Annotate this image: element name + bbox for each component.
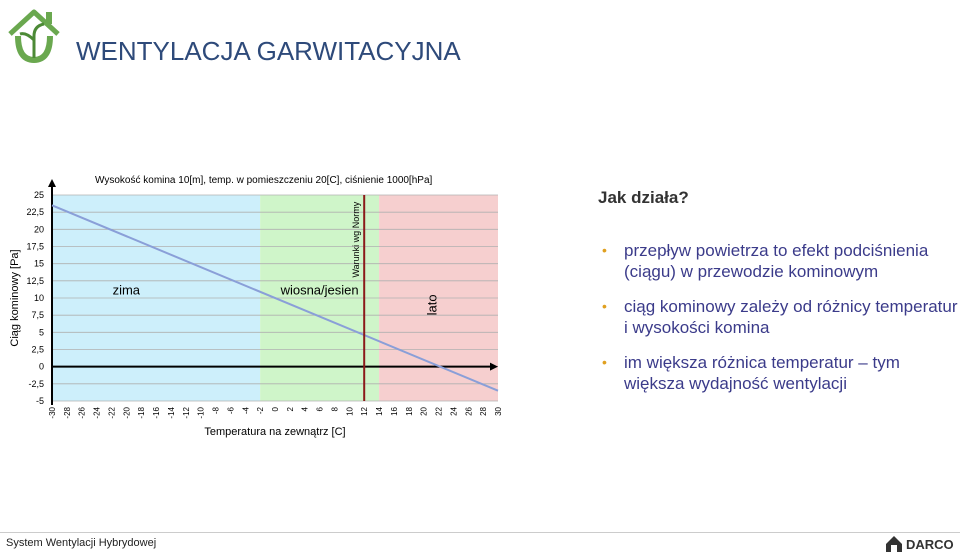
y-tick-label: -2,5 (28, 378, 44, 389)
bullet-text: ciąg kominowy zależy od różnicy temperatur i wysokości komina (624, 297, 958, 337)
x-tick-label: -10 (196, 407, 206, 419)
y-tick-label: -5 (35, 396, 44, 406)
x-tick-label: 30 (494, 407, 503, 416)
y-tick-label: 12,5 (26, 275, 44, 286)
bullet-icon: • (602, 354, 607, 370)
x-tick-label: -30 (48, 407, 57, 419)
x-tick-label: 2 (285, 407, 295, 412)
y-tick-label: 2,5 (31, 344, 44, 355)
y-tick-label: 0 (38, 361, 44, 372)
x-axis-label: Temperatura na zewnątrz [C] (204, 426, 346, 438)
bullet-icon: • (602, 298, 607, 314)
x-tick-label: 20 (419, 407, 429, 416)
x-tick-label: 10 (345, 407, 355, 416)
brand-logo (884, 532, 960, 554)
logo (6, 6, 62, 64)
y-axis-label: Ciąg kominowy [Pa] (9, 249, 21, 347)
brand-name: DARCO (906, 537, 954, 552)
x-tick-label: -22 (107, 407, 117, 419)
chart (0, 165, 520, 445)
x-tick-label: 22 (434, 407, 444, 416)
bullet-text: im większa różnica temperatur – tym większa wydajność wentylacji (624, 353, 900, 393)
y-tick-label: 10 (33, 293, 44, 303)
region-label-zima: zima (112, 282, 141, 298)
region-label-lato: lato (424, 294, 440, 316)
norm-marker-label: Warunki wg Normy (351, 201, 362, 278)
chart-title: Wysokość komina 10[m], temp. w pomieszczeniu 20[C], ciśnienie 1000[hPa] (95, 175, 433, 186)
footer-text: System Wentylacji Hybrydowej (6, 537, 157, 549)
x-tick-label: 8 (330, 407, 340, 412)
x-tick-label: 24 (449, 407, 459, 416)
y-axis-arrow (48, 179, 56, 187)
bullet-item (600, 296, 960, 338)
x-tick-label: 28 (479, 407, 489, 416)
bullet-item (600, 240, 960, 282)
x-tick-label: 4 (300, 407, 310, 412)
x-tick-label: 0 (271, 407, 280, 412)
x-tick-label: 12 (360, 407, 370, 416)
x-tick-label: -16 (152, 407, 162, 419)
x-tick-label: -14 (166, 407, 176, 419)
x-tick-label: -6 (226, 407, 236, 415)
x-tick-label: -8 (211, 407, 221, 415)
bullet-icon: • (602, 242, 607, 258)
section-heading: Jak działa? (598, 188, 689, 207)
y-tick-label: 7,5 (31, 310, 44, 321)
x-tick-label: -20 (122, 407, 132, 419)
bullet-item (600, 352, 960, 394)
x-tick-label: -12 (181, 407, 191, 419)
x-tick-label: 14 (375, 407, 385, 416)
x-tick-label: -28 (62, 407, 72, 419)
y-tick-label: 15 (33, 258, 44, 269)
y-tick-label: 22,5 (26, 207, 44, 218)
y-tick-label: 20 (33, 224, 44, 235)
bullet-text: przepływ powietrza to efekt podciśnienia (ciągu) w przewodzie kominowym (624, 241, 929, 281)
x-tick-label: 6 (315, 407, 325, 412)
x-tick-label: -4 (241, 407, 251, 415)
y-tick-label: 5 (38, 327, 44, 338)
x-tick-label: -2 (256, 407, 266, 415)
bullet-list (600, 240, 960, 408)
page-title: WENTYLACJA GARWITACYJNA (76, 36, 461, 66)
x-tick-label: 18 (404, 407, 414, 416)
x-tick-label: -24 (92, 407, 102, 419)
x-tick-label: -18 (137, 407, 147, 419)
y-tick-label: 17,5 (26, 241, 44, 252)
x-tick-label: 26 (464, 407, 474, 416)
x-tick-label: 16 (389, 407, 399, 416)
x-tick-label: -26 (77, 407, 87, 419)
y-tick-label: 25 (33, 190, 44, 200)
region-label-wiosna-jesien: wiosna/jesien (280, 282, 359, 298)
footer-divider (0, 532, 960, 533)
